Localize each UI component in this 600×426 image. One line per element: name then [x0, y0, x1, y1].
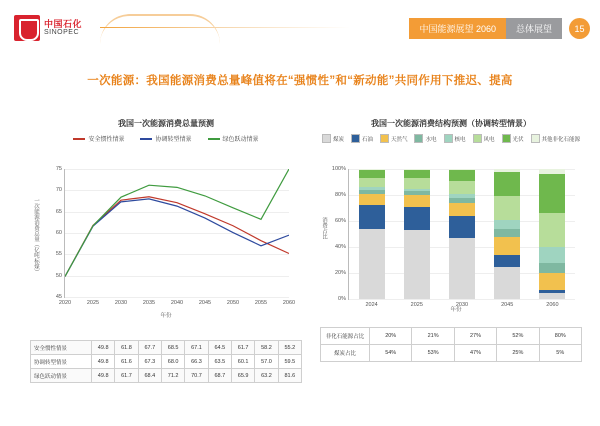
table-cell: 57.0	[255, 355, 278, 369]
table-cell: 25%	[497, 345, 539, 362]
legend-label-0: 安全惯性情景	[88, 137, 125, 143]
legend-swatch-1	[140, 138, 152, 140]
table-cell: 71.2	[161, 369, 184, 383]
bar-segment-1	[359, 205, 385, 228]
table-row	[321, 345, 582, 362]
legend-item-1	[351, 134, 373, 143]
table-row	[31, 341, 302, 355]
table-cell: 54%	[370, 345, 412, 362]
right-bar-chart	[320, 143, 592, 313]
header-tab-main[interactable]: 中国能源展望 2060	[409, 18, 506, 39]
bar-segment-6	[359, 170, 385, 178]
y-axis-tick: 0%	[338, 296, 346, 302]
legend-swatch-0	[73, 138, 85, 140]
left-line-chart	[30, 143, 302, 328]
x-axis-tick: 2030	[455, 302, 469, 308]
y-axis-tick: 65	[55, 208, 62, 215]
bar-segment-6	[404, 170, 430, 178]
y-axis-tick: 100%	[331, 166, 346, 172]
bar-segment-5	[359, 178, 385, 187]
y-axis-tick: 45	[55, 294, 62, 300]
bar-segment-0	[539, 293, 565, 300]
right-chart-legend	[320, 134, 582, 143]
y-axis-tick: 50	[55, 272, 62, 279]
bar-segment-6	[539, 174, 565, 213]
sinopec-logo-icon	[14, 15, 40, 41]
table-cell: 58.2	[255, 341, 278, 355]
table-cell: 55.2	[278, 341, 301, 355]
legend-label-1: 石油	[361, 136, 373, 143]
table-cell: 81.6	[278, 369, 301, 383]
table-cell: 47%	[454, 345, 496, 362]
bar-segment-0	[494, 267, 520, 300]
legend-label-1: 协调转型情景	[155, 137, 192, 143]
table-cell: 63.5	[208, 355, 231, 369]
legend-item-1	[140, 134, 191, 143]
legend-item-6	[502, 134, 524, 143]
x-axis-tick: 2040	[170, 300, 184, 306]
page-title: 一次能源：我国能源消费总量峰值将在“强惯性”和“新动能”共同作用下推迟、提高	[87, 75, 513, 87]
sinopec-logo	[14, 13, 92, 43]
legend-label-2: 绿色跃动情景	[222, 137, 259, 143]
x-axis-tick: 2035	[142, 300, 156, 306]
stacked-bar	[449, 169, 475, 299]
table-cell: 67.7	[138, 341, 161, 355]
bar-segment-0	[449, 238, 475, 299]
legend-label-6: 光伏	[512, 136, 524, 143]
legend-item-0	[73, 134, 124, 143]
table-cell: 64.5	[208, 341, 231, 355]
legend-swatch-7	[531, 134, 540, 143]
table-cell: 60.1	[231, 355, 254, 369]
bar-segment-2	[539, 273, 565, 290]
table-cell: 61.7	[231, 341, 254, 355]
legend-swatch-3	[414, 134, 423, 143]
y-axis-tick: 60	[55, 230, 62, 236]
bar-segment-4	[539, 247, 565, 263]
legend-label-7: 其他非化石能源	[541, 136, 581, 143]
bar-segment-3	[539, 263, 565, 273]
y-axis-tick: 40%	[334, 244, 346, 250]
right-chart-title: 我国一次能源消费结构预测（协调转型情景）	[371, 119, 531, 128]
table-cell: 65.9	[231, 369, 254, 383]
x-axis-tick: 2025	[86, 300, 100, 306]
table-cell: 49.8	[92, 369, 115, 383]
x-axis-tick: 2045	[198, 300, 212, 306]
table-row-label: 煤炭占比	[321, 345, 370, 362]
table-cell: 80%	[539, 328, 581, 345]
y-axis-tick: 75	[55, 166, 62, 172]
table-cell: 68.7	[208, 369, 231, 383]
bar-segment-5	[449, 181, 475, 194]
legend-label-2: 天然气	[390, 136, 408, 143]
table-cell: 61.8	[115, 341, 138, 355]
table-row-label: 非化石能源占比	[321, 328, 370, 345]
table-row	[31, 369, 302, 383]
legend-swatch-1	[351, 134, 360, 143]
right-chart-plot-area	[331, 166, 575, 308]
table-cell: 68.5	[161, 341, 184, 355]
y-axis-tick: 80%	[334, 192, 346, 198]
legend-swatch-2	[208, 138, 220, 140]
legend-label-4: 核电	[454, 136, 466, 143]
table-cell: 67.3	[138, 355, 161, 369]
header-arc-decoration	[100, 14, 220, 44]
legend-item-2	[380, 134, 408, 143]
table-cell: 21%	[412, 328, 454, 345]
line-series-0	[65, 197, 289, 277]
x-axis-tick: 2025	[410, 302, 423, 308]
slide-header	[0, 0, 600, 56]
logo-text	[44, 20, 82, 37]
legend-label-0: 煤炭	[332, 136, 344, 143]
legend-item-5	[473, 134, 495, 143]
x-axis-tick: 2045	[501, 302, 514, 308]
page-number-badge: 15	[569, 18, 590, 39]
left-chart-panel	[30, 118, 302, 383]
table-cell: 70.7	[185, 369, 208, 383]
table-cell: 5%	[539, 345, 581, 362]
bar-segment-2	[449, 203, 475, 216]
header-rule	[100, 27, 350, 28]
bar-segment-3	[494, 229, 520, 237]
legend-swatch-4	[444, 134, 453, 143]
x-axis-tick: 2030	[114, 300, 128, 306]
bar-segment-5	[404, 178, 430, 188]
bar-segment-0	[359, 229, 385, 299]
legend-item-3	[414, 134, 436, 143]
x-axis-tick: 2060	[546, 302, 559, 308]
table-row	[321, 328, 582, 345]
x-axis-tick: 2050	[226, 300, 240, 306]
legend-label-5: 风电	[483, 136, 495, 143]
logo-label-en: SINOPEC	[44, 29, 80, 37]
table-row-label: 协调转型情景	[31, 355, 92, 369]
bar-segment-1	[449, 216, 475, 238]
table-cell: 61.7	[115, 369, 138, 383]
table-cell: 53%	[412, 345, 454, 362]
left-chart-legend	[30, 134, 302, 143]
table-cell: 20%	[370, 328, 412, 345]
bar-segment-4	[494, 220, 520, 229]
y-axis-tick: 60%	[334, 218, 346, 224]
table-cell: 49.8	[92, 341, 115, 355]
table-cell: 52%	[497, 328, 539, 345]
x-axis-tick: 2024	[365, 302, 378, 308]
legend-swatch-5	[473, 134, 482, 143]
right-chart-xlabel: 年份	[450, 307, 462, 313]
line-series-2	[65, 169, 289, 277]
y-axis-tick: 20%	[334, 270, 346, 276]
bar-segment-1	[494, 255, 520, 267]
legend-swatch-0	[322, 134, 331, 143]
stacked-bar	[359, 169, 385, 299]
left-chart-xlabel: 年份	[160, 313, 172, 319]
header-tab-sub[interactable]: 总体展望	[506, 18, 562, 39]
table-cell: 68.0	[161, 355, 184, 369]
gridline	[65, 297, 289, 298]
bar-segment-2	[359, 194, 385, 206]
table-cell: 67.1	[185, 341, 208, 355]
table-row-label: 绿色跃动情景	[31, 369, 92, 383]
legend-item-7	[531, 134, 581, 143]
table-cell: 68.4	[138, 369, 161, 383]
header-nav	[409, 18, 590, 39]
stacked-bar	[494, 169, 520, 299]
bar-segment-0	[404, 230, 430, 299]
table-cell: 66.3	[185, 355, 208, 369]
logo-label-cn: 中国石化	[44, 18, 83, 29]
table-cell: 49.8	[92, 355, 115, 369]
stacked-bar	[539, 169, 565, 299]
legend-item-2	[208, 134, 259, 143]
left-data-table	[30, 340, 302, 383]
right-chart-panel	[320, 118, 582, 362]
bar-segment-5	[494, 196, 520, 219]
bar-segment-6	[494, 172, 520, 197]
bar-segment-1	[404, 207, 430, 230]
bar-segment-2	[494, 237, 520, 255]
table-row	[31, 355, 302, 369]
table-cell: 63.2	[255, 369, 278, 383]
right-chart-ylabel: 消费占比	[321, 217, 327, 239]
x-axis-tick: 2055	[254, 300, 268, 306]
gridline	[349, 299, 575, 300]
y-axis-tick: 70	[55, 187, 62, 194]
line-series-group	[65, 169, 289, 297]
right-data-table	[320, 327, 582, 362]
legend-label-3: 水电	[425, 136, 437, 143]
bar-segment-5	[539, 213, 565, 247]
table-cell: 27%	[454, 328, 496, 345]
stacked-bar	[404, 169, 430, 299]
table-cell: 61.6	[115, 355, 138, 369]
legend-item-0	[322, 134, 344, 143]
x-axis-tick: 2060	[282, 300, 296, 306]
legend-swatch-2	[380, 134, 389, 143]
legend-item-4	[444, 134, 466, 143]
bar-segment-2	[404, 195, 430, 207]
left-chart-plot-area	[55, 166, 296, 306]
y-axis-tick: 55	[55, 251, 62, 258]
legend-swatch-6	[502, 134, 511, 143]
table-row-label: 安全惯性情景	[31, 341, 92, 355]
bar-segment-6	[449, 170, 475, 180]
x-axis-tick: 2020	[58, 300, 72, 306]
left-chart-title: 我国一次能源消费总量预测	[118, 119, 214, 128]
left-chart-ylabel: 一次能源消费总量（亿吨标煤）	[33, 197, 39, 274]
table-cell: 59.5	[278, 355, 301, 369]
